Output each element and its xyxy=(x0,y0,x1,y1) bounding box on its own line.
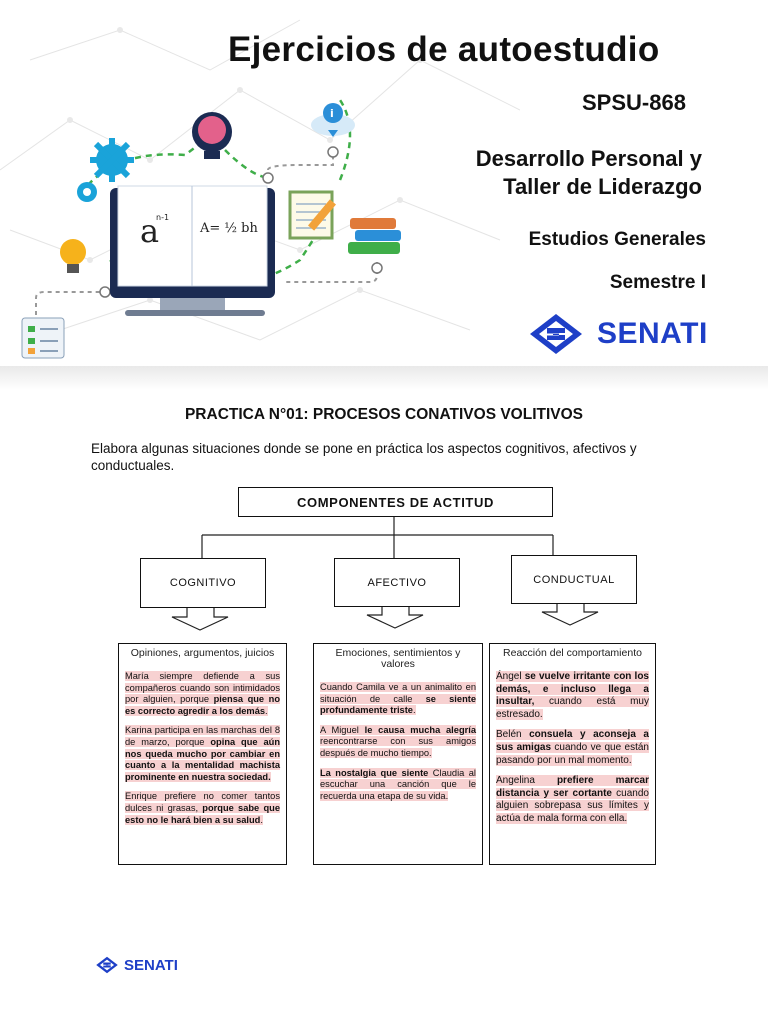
example-text: Cuando Camila ve a un animalito en situación de calle xyxy=(320,682,476,704)
example-text: . xyxy=(260,814,263,825)
arrow-afectivo xyxy=(367,605,423,628)
example-text: cuando alguien sobrepasa sus límites y actúa de mala forma con ella. xyxy=(496,787,649,824)
svg-text:i: i xyxy=(330,107,334,120)
department-label: Estudios Generales xyxy=(528,229,706,250)
column-heading: Reacción del comportamiento xyxy=(503,647,642,659)
highlighted-phrase: le causa mucha alegría xyxy=(364,724,476,735)
example-text: cuando está muy estresado. xyxy=(496,696,649,720)
category-cognitivo xyxy=(140,558,266,608)
example-text: A Miguel xyxy=(320,724,365,735)
highlighted-phrase: consuela y aconseja a sus amigas xyxy=(496,729,649,753)
example-text: María siempre defiende a sus compañeros cuando son intimidados por alguien, porque xyxy=(125,671,280,705)
diagram-title: COMPONENTES DE ACTITUD xyxy=(297,494,494,510)
practice-instruction: Elabora algunas situaciones donde se pone en práctica los aspectos cognitivos, afectivos y conductuales. xyxy=(91,441,637,473)
example-paragraph xyxy=(496,775,649,825)
example-text: . xyxy=(265,705,268,716)
example-paragraph xyxy=(320,768,476,803)
example-paragraph xyxy=(496,729,649,767)
senati-wordmark: SENATI xyxy=(597,317,708,350)
example-text: cuando ve que están pasando por un mal momento. xyxy=(496,741,649,766)
highlighted-phrase: La nostalgia que siente xyxy=(320,767,429,778)
arrow-conductual xyxy=(542,602,598,625)
document-title: Ejercicios de autoestudio xyxy=(228,30,660,69)
highlighted-phrase: se siente profundamente triste xyxy=(320,693,477,716)
highlighted-phrase: porque sabe que esto no le hará bien a su salud xyxy=(125,802,280,825)
column-conductual xyxy=(489,643,656,865)
highlighted-phrase: prefiere marcar distancia y ser cortante xyxy=(496,775,649,799)
column-afectivo xyxy=(313,643,483,865)
senati-emblem-icon xyxy=(95,955,119,975)
example-paragraph xyxy=(320,725,476,760)
course-name-line-1: Desarrollo Personal y xyxy=(475,146,702,171)
example-text: Ángel xyxy=(496,671,525,682)
semester-label: Semestre I xyxy=(609,272,706,293)
example-text: Claudia al escuchar una canción que le recuerda una etapa de su vida. xyxy=(320,767,476,801)
example-paragraph xyxy=(125,671,280,717)
course-code: SPSU-868 xyxy=(582,90,686,115)
example-text: Karina participa en las marchas del 8 de marzo, porque xyxy=(125,725,280,747)
example-paragraph xyxy=(125,791,280,826)
example-paragraph xyxy=(125,725,280,783)
highlighted-phrase: se vuelve irritante con los demás, e incluso llega a insultar, xyxy=(496,671,649,708)
category-label: COGNITIVO xyxy=(169,577,237,589)
column-heading: Opiniones, argumentos, juicios xyxy=(130,647,275,659)
category-label: AFECTIVO xyxy=(367,576,427,589)
footer-senati-wordmark: SENATI xyxy=(124,956,178,974)
column-heading: Emociones, sentimientos y valores xyxy=(335,647,461,670)
example-paragraph xyxy=(320,682,476,717)
practice-title: PRACTICA N°01: PROCESOS CONATIVOS VOLITIVOS xyxy=(184,406,584,423)
svg-text:n-1: n-1 xyxy=(156,213,170,222)
svg-text:a: a xyxy=(140,212,160,250)
diagram-title-box xyxy=(238,487,553,517)
footer-senati-logo xyxy=(95,955,178,975)
course-name-line-2: Taller de Liderazgo xyxy=(503,174,702,199)
svg-text:A= ½ bh: A= ½ bh xyxy=(200,221,258,236)
arrow-cognitivo xyxy=(172,607,228,630)
example-text: Angelina xyxy=(496,775,557,787)
example-paragraph xyxy=(496,671,649,721)
example-text: reencontrarse con sus amigos después de mucho tiempo. xyxy=(320,736,476,758)
example-text: . xyxy=(412,705,416,716)
highlighted-phrase: piensa que no es correcto agredir a los demás xyxy=(125,694,280,716)
category-label: CONDUCTUAL xyxy=(533,573,615,586)
example-text: Belén xyxy=(496,729,530,741)
column-cognitivo xyxy=(118,643,287,865)
category-afectivo xyxy=(334,558,460,607)
highlighted-phrase: opina que aún nos queda mucho por cambiar en cuanto a la mentalidad machista prominente en nuestra sociedad. xyxy=(125,736,281,782)
example-text: Enrique prefiere no comer tantos dulces ni grasas, xyxy=(125,791,280,813)
category-conductual xyxy=(511,555,637,604)
